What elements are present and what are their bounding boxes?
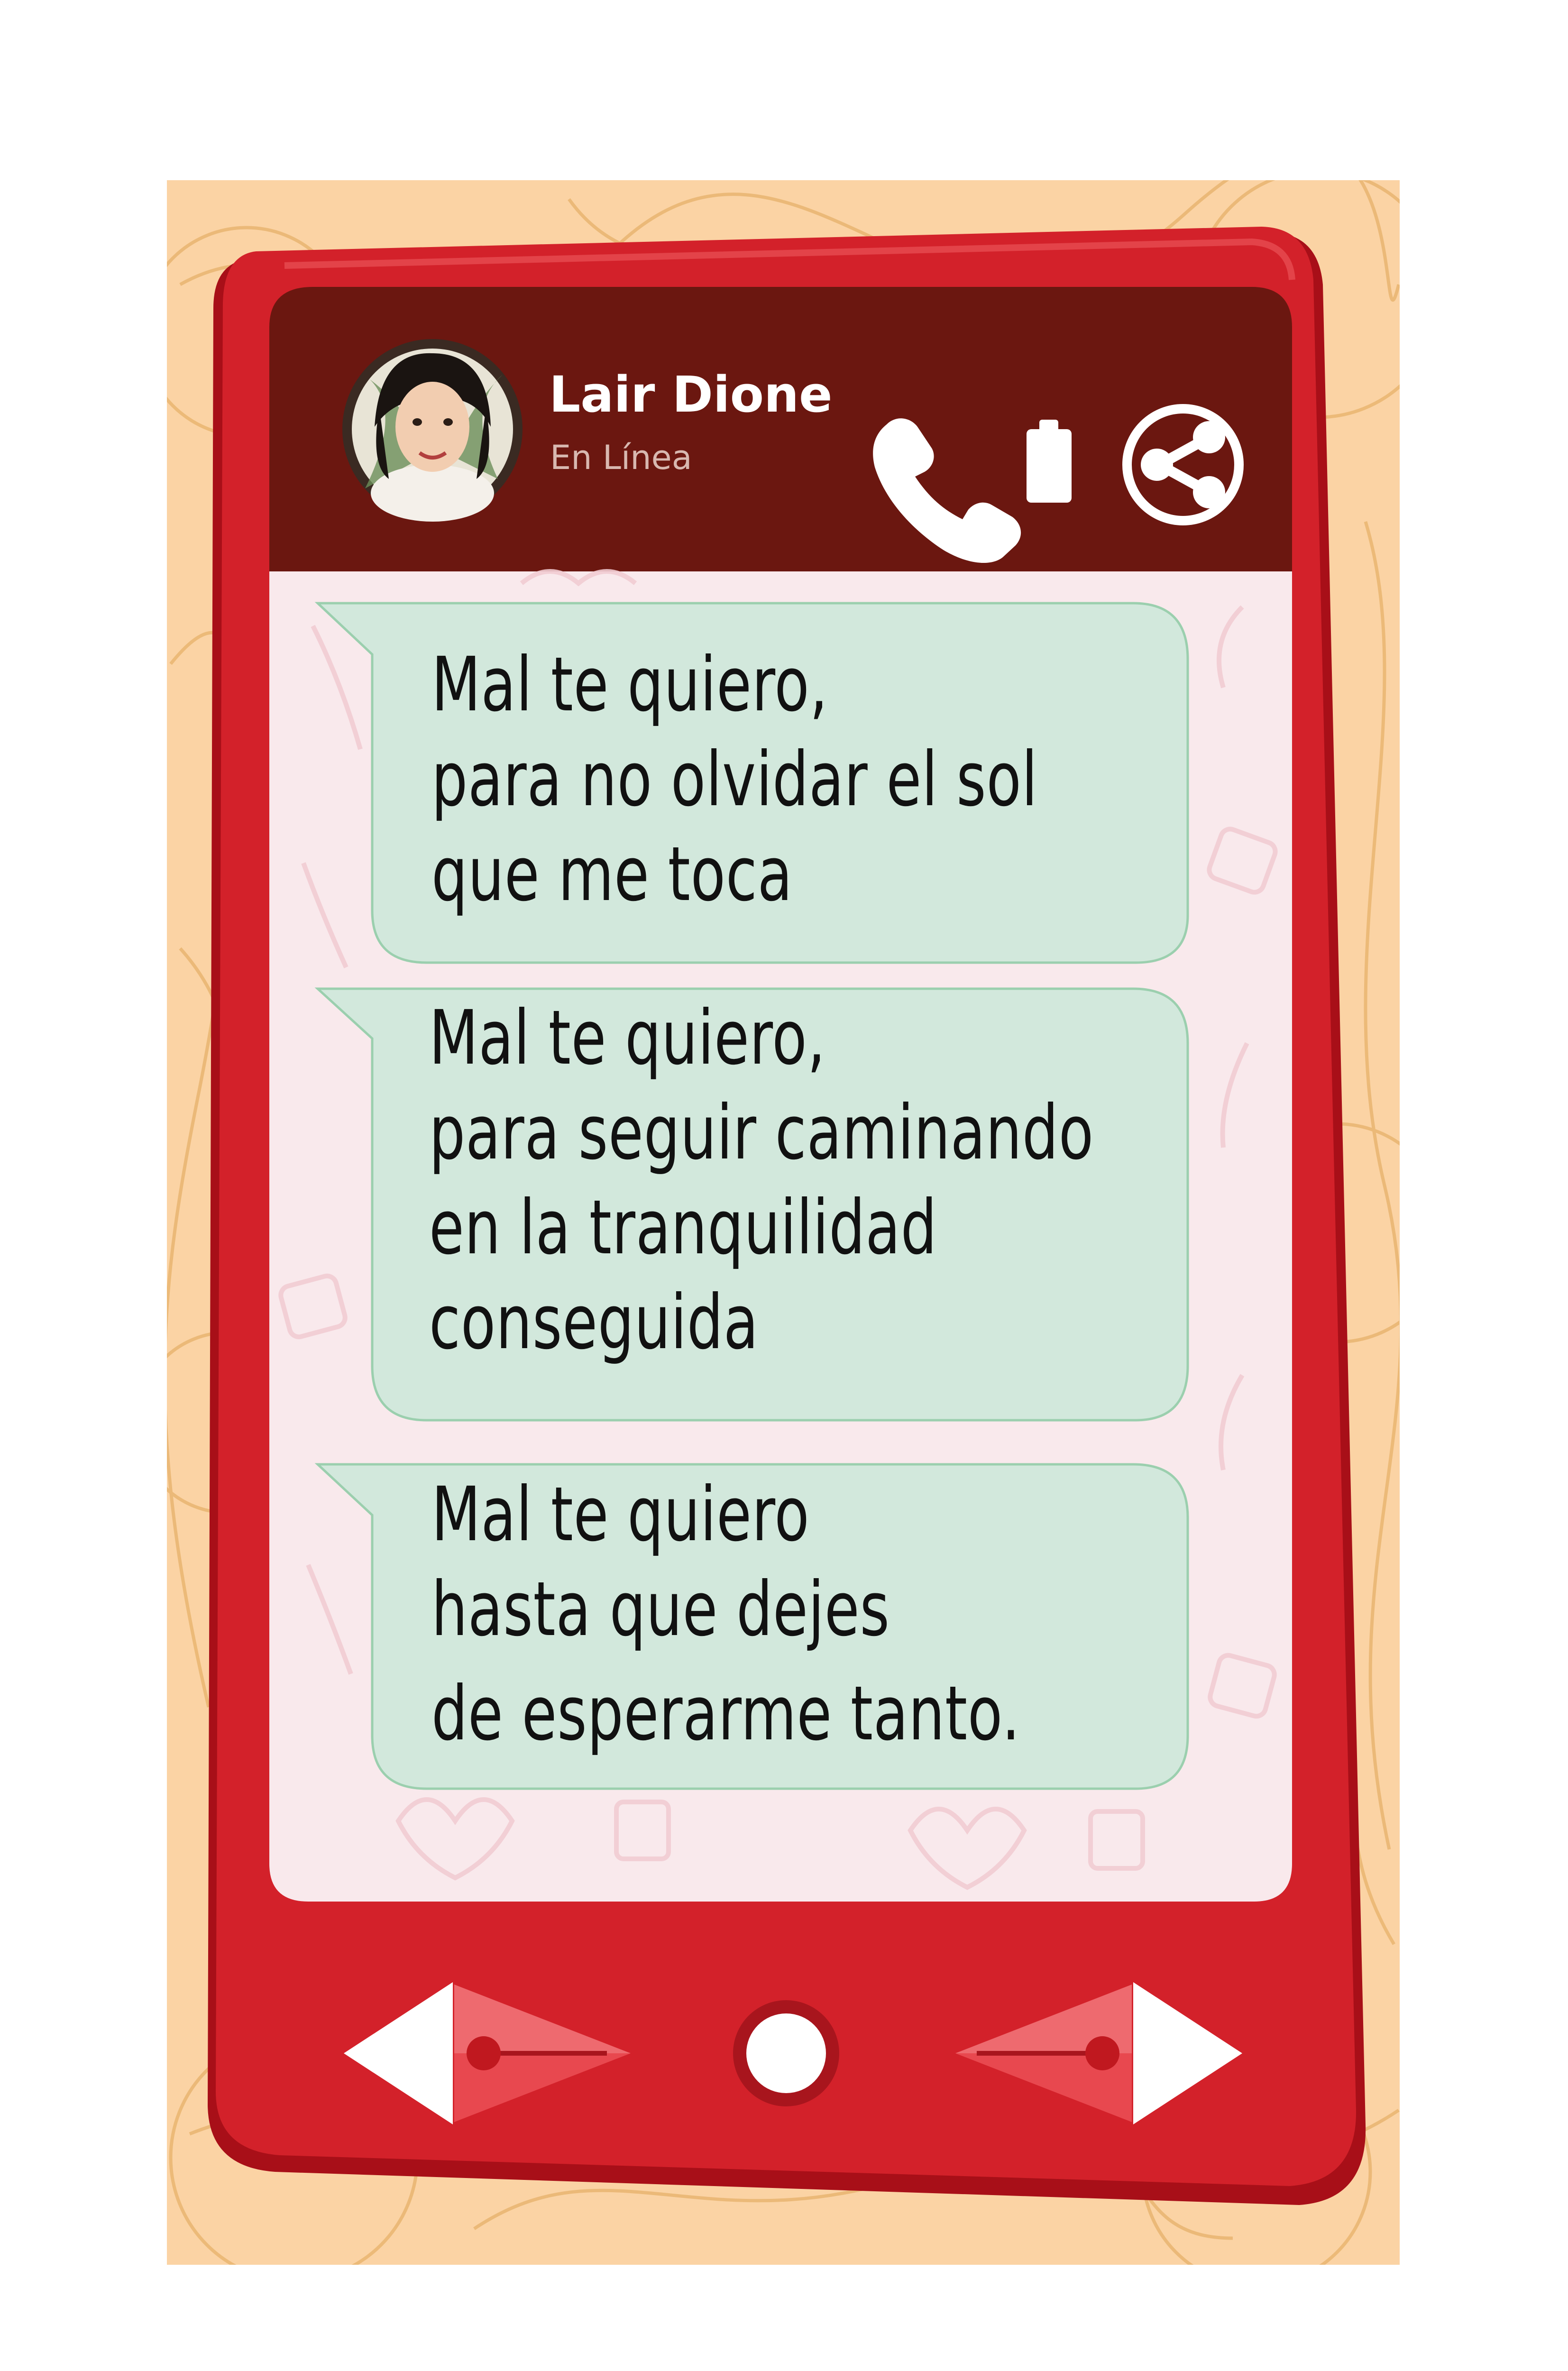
message-line: en la tranquilidad (429, 1184, 937, 1271)
message-line: para seguir caminando (429, 1089, 1094, 1176)
message-line: Mal te quiero (431, 1471, 810, 1558)
message-line: para no olvidar el sol (431, 736, 1038, 823)
message-line: que me toca (431, 831, 793, 918)
contact-name: Lair Dione (549, 366, 833, 423)
message-line: conseguida (429, 1279, 759, 1366)
battery-icon (1027, 420, 1072, 503)
message-line: de esperarme tanto. (431, 1670, 1020, 1757)
message-line: hasta que dejes (431, 1566, 890, 1653)
contact-status: En Línea (550, 438, 692, 477)
message-line: Mal te quiero, (429, 994, 826, 1082)
message-line: Mal te quiero, (431, 641, 828, 728)
home-button[interactable] (733, 2000, 839, 2106)
